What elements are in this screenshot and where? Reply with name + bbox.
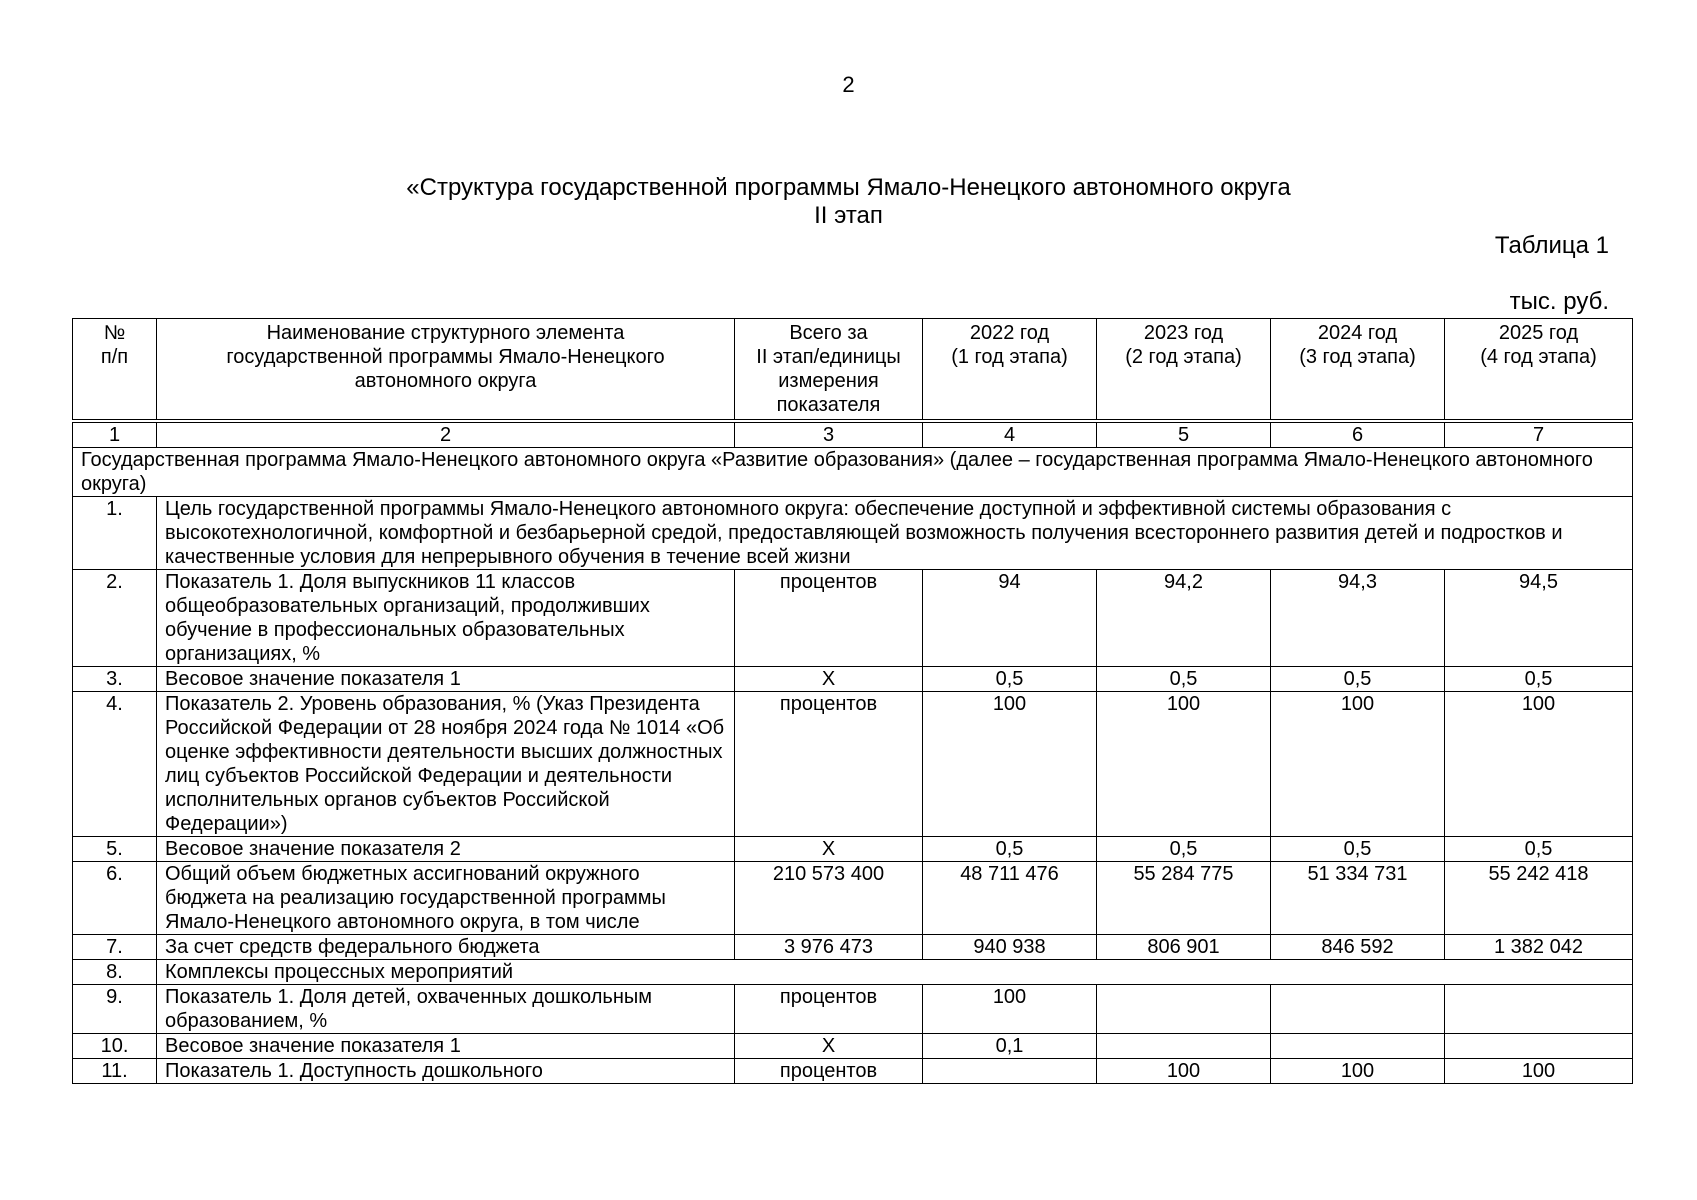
table-row <box>73 935 1633 960</box>
table-header-row <box>73 319 1633 420</box>
row-value-2024: 100 <box>1271 1059 1445 1084</box>
row-value-2024: 0,5 <box>1271 667 1445 692</box>
page-number: 2 <box>842 72 855 97</box>
column-number: 3 <box>735 423 923 448</box>
units-label: тыс. руб. <box>1509 288 1609 315</box>
row-value-2023: 0,5 <box>1097 837 1271 862</box>
row-value-2024 <box>1271 985 1445 1034</box>
row-name: Показатель 1. Доля выпускников 11 классов общеобразовательных организаций, продолживших обучение в профессиональных образовательных организациях, % <box>157 570 735 667</box>
row-value-2022: 94 <box>923 570 1097 667</box>
row-value-2025: 100 <box>1445 1059 1633 1084</box>
document-title-line-2: II этап <box>814 202 883 229</box>
table-row <box>73 667 1633 692</box>
row-number: 6. <box>73 862 157 935</box>
row-name: Комплексы процессных мероприятий <box>157 960 1633 985</box>
row-total: 210 573 400 <box>735 862 923 935</box>
row-value-2022: 940 938 <box>923 935 1097 960</box>
program-title: Государственная программа Ямало-Ненецкого автономного округа «Развитие образования» (далее – государственная программа Ямало-Ненецкого автономного округа) <box>73 448 1633 497</box>
row-value-2025 <box>1445 1034 1633 1059</box>
row-value-2024: 51 334 731 <box>1271 862 1445 935</box>
table-row <box>73 497 1633 570</box>
row-value-2025: 94,5 <box>1445 570 1633 667</box>
row-number: 1. <box>73 497 157 570</box>
row-value-2024: 94,3 <box>1271 570 1445 667</box>
row-total: Х <box>735 1034 923 1059</box>
table-row <box>73 1059 1633 1084</box>
row-value-2022 <box>923 1059 1097 1084</box>
program-structure-table <box>72 318 1633 1084</box>
table-body <box>73 497 1633 1084</box>
table-row <box>73 1034 1633 1059</box>
row-value-2025: 100 <box>1445 692 1633 837</box>
column-number: 4 <box>923 423 1097 448</box>
table-row <box>73 985 1633 1034</box>
row-value-2023: 0,5 <box>1097 667 1271 692</box>
row-total: 3 976 473 <box>735 935 923 960</box>
column-number: 7 <box>1445 423 1633 448</box>
row-total: Х <box>735 667 923 692</box>
row-value-2022: 48 711 476 <box>923 862 1097 935</box>
row-value-2022: 0,1 <box>923 1034 1097 1059</box>
table-row <box>73 570 1633 667</box>
row-value-2025: 1 382 042 <box>1445 935 1633 960</box>
row-value-2022: 0,5 <box>923 667 1097 692</box>
table-label: Таблица 1 <box>1494 232 1609 259</box>
row-name: За счет средств федерального бюджета <box>157 935 735 960</box>
row-value-2022: 0,5 <box>923 837 1097 862</box>
header-cell-total: Всего за II этап/единицы измерения показателя <box>735 319 923 420</box>
row-value-2023 <box>1097 985 1271 1034</box>
row-value-2023: 94,2 <box>1097 570 1271 667</box>
row-number: 5. <box>73 837 157 862</box>
row-value-2025: 0,5 <box>1445 837 1633 862</box>
row-value-2025: 0,5 <box>1445 667 1633 692</box>
row-value-2022: 100 <box>923 692 1097 837</box>
row-value-2024 <box>1271 1034 1445 1059</box>
table-row <box>73 960 1633 985</box>
row-value-2025 <box>1445 985 1633 1034</box>
header-cell-2023: 2023 год (2 год этапа) <box>1097 319 1271 420</box>
row-value-2025: 55 242 418 <box>1445 862 1633 935</box>
row-name: Цель государственной программы Ямало-Ненецкого автономного округа: обеспечение доступной и эффективной системы образования с высокотехнологичной, комфортной и безбарьерной средой, предоставляющей возможность получения всестороннего развития детей и подростков и качественные условия для непрерывного обучения в течение всей жизни <box>157 497 1633 570</box>
program-title-row <box>73 448 1633 497</box>
row-number: 7. <box>73 935 157 960</box>
row-value-2024: 100 <box>1271 692 1445 837</box>
row-total: процентов <box>735 570 923 667</box>
row-total: процентов <box>735 692 923 837</box>
row-number: 9. <box>73 985 157 1034</box>
header-cell-2024: 2024 год (3 год этапа) <box>1271 319 1445 420</box>
table-row <box>73 692 1633 837</box>
row-name: Общий объем бюджетных ассигнований окружного бюджета на реализацию государственной программы Ямало-Ненецкого автономного округа, в том числе <box>157 862 735 935</box>
document-title-line-1: «Структура государственной программы Ямало-Ненецкого автономного округа <box>406 174 1291 201</box>
row-value-2023: 100 <box>1097 692 1271 837</box>
row-value-2023: 100 <box>1097 1059 1271 1084</box>
header-cell-2022: 2022 год (1 год этапа) <box>923 319 1097 420</box>
row-name: Показатель 2. Уровень образования, % (Указ Президента Российской Федерации от 28 ноября 2024 года № 1014 «Об оценке эффективности деятельности высших должностных лиц субъектов Российской Федерации и деятельности исполнительных органов субъектов Российской Федерации») <box>157 692 735 837</box>
row-value-2023: 55 284 775 <box>1097 862 1271 935</box>
column-number-row <box>73 423 1633 448</box>
row-number: 2. <box>73 570 157 667</box>
row-number: 10. <box>73 1034 157 1059</box>
row-total: процентов <box>735 985 923 1034</box>
row-number: 11. <box>73 1059 157 1084</box>
row-name: Показатель 1. Доступность дошкольного <box>157 1059 735 1084</box>
column-number: 6 <box>1271 423 1445 448</box>
row-value-2023: 806 901 <box>1097 935 1271 960</box>
row-name: Весовое значение показателя 1 <box>157 667 735 692</box>
header-cell-name: Наименование структурного элемента государственной программы Ямало-Ненецкого автономного округа <box>157 319 735 420</box>
row-name: Показатель 1. Доля детей, охваченных дошкольным образованием, % <box>157 985 735 1034</box>
row-number: 8. <box>73 960 157 985</box>
table-row <box>73 862 1633 935</box>
row-number: 4. <box>73 692 157 837</box>
row-total: процентов <box>735 1059 923 1084</box>
column-number: 1 <box>73 423 157 448</box>
row-total: Х <box>735 837 923 862</box>
row-value-2022: 100 <box>923 985 1097 1034</box>
column-number: 2 <box>157 423 735 448</box>
row-value-2024: 0,5 <box>1271 837 1445 862</box>
header-cell-2025: 2025 год (4 год этапа) <box>1445 319 1633 420</box>
row-number: 3. <box>73 667 157 692</box>
document-title <box>0 174 1697 230</box>
row-name: Весовое значение показателя 2 <box>157 837 735 862</box>
row-value-2024: 846 592 <box>1271 935 1445 960</box>
row-value-2023 <box>1097 1034 1271 1059</box>
table-row <box>73 837 1633 862</box>
row-name: Весовое значение показателя 1 <box>157 1034 735 1059</box>
column-number: 5 <box>1097 423 1271 448</box>
header-cell-num: № п/п <box>73 319 157 420</box>
